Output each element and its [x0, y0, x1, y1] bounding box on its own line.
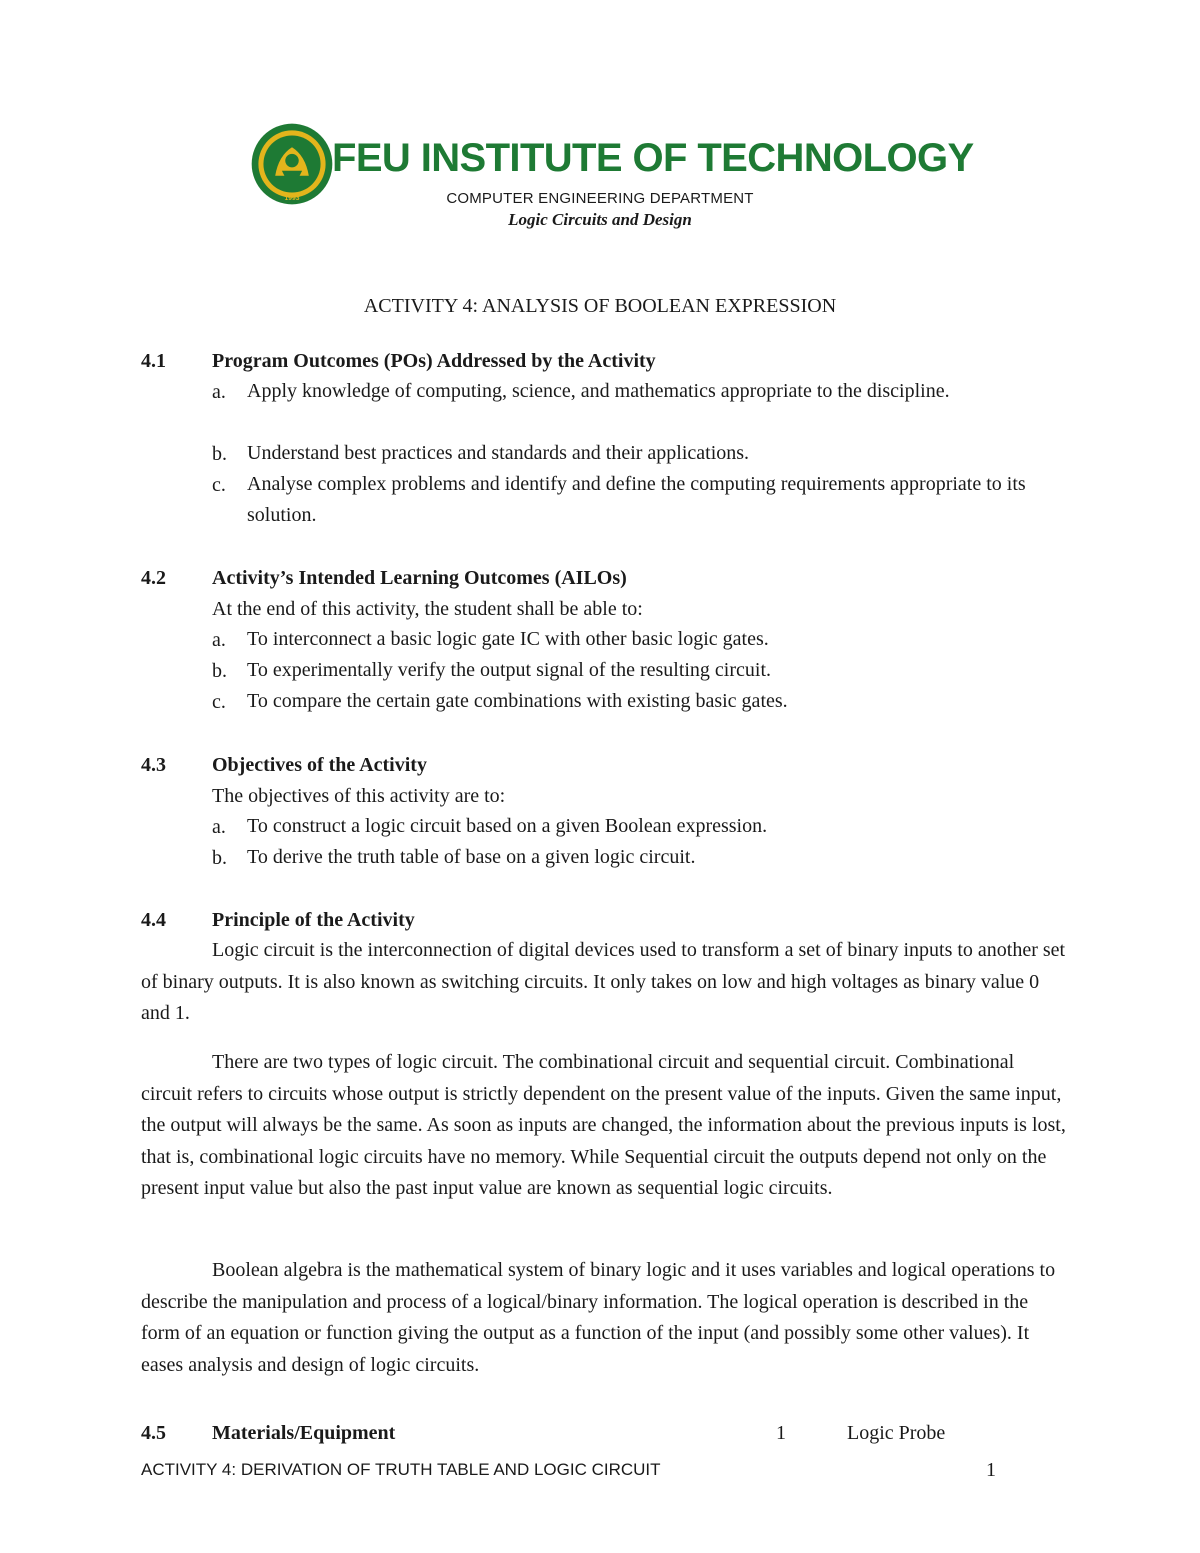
list-item: To interconnect a basic logic gate IC with other basic logic gates.	[247, 628, 769, 650]
section-heading: Activity’s Intended Learning Outcomes (AILOs)	[212, 567, 627, 589]
list-marker: a.	[212, 816, 226, 838]
department-name: COMPUTER ENGINEERING DEPARTMENT	[446, 190, 754, 207]
list-item: To derive the truth table of base on a given logic circuit.	[247, 846, 696, 868]
section-number: 4.2	[141, 567, 166, 589]
list-item: To experimentally verify the output signal of the resulting circuit.	[247, 659, 772, 681]
page-title: ACTIVITY 4: ANALYSIS OF BOOLEAN EXPRESSION	[363, 295, 837, 317]
paragraph: Boolean algebra is the mathematical system of binary logic and it uses variables and logical operations to describe the manipulation and process of a logical/binary information. The logical operation is described in the form of an equation or function giving the output as a function of the input (and possibly some other values). It eases analysis and design of logic circuits.	[141, 1259, 1056, 1376]
section-number: 4.4	[141, 909, 166, 931]
seal-year: 1993	[284, 195, 300, 203]
organization-name: FEU INSTITUTE OF TECHNOLOGY	[332, 136, 974, 180]
paragraph: Logic circuit is the interconnection of digital devices used to transform a set of binary inputs to another set of binary outputs. It is also known as switching circuits. It only takes on low and high voltages as binary value 0 and 1.	[141, 939, 1066, 1024]
list-marker: a.	[212, 381, 226, 403]
material-name: Logic Probe	[847, 1422, 946, 1444]
page-number: 1	[986, 1459, 996, 1481]
list-marker: b.	[212, 847, 227, 869]
section-intro: The objectives of this activity are to:	[212, 785, 506, 807]
paragraph: There are two types of logic circuit. The combinational circuit and sequential circuit. Combinational circuit refers to circuits whose output is strictly dependent on the present value of the inputs. Given the same input, the output will always be the same. As soon as inputs are changed, the information about the previous inputs is lost, that is, combinational logic circuits have no memory. While Sequential circuit the outputs depend not only on the present input value but also the past input value are known as sequential logic circuits.	[141, 1051, 1066, 1199]
section-intro: At the end of this activity, the student shall be able to:	[212, 598, 643, 620]
list-item: To construct a logic circuit based on a given Boolean expression.	[247, 815, 768, 837]
section-heading: Materials/Equipment	[212, 1422, 396, 1444]
list-item: To compare the certain gate combinations with existing basic gates.	[247, 690, 788, 712]
section-heading: Program Outcomes (POs) Addressed by the Activity	[212, 350, 656, 372]
list-marker: c.	[212, 474, 226, 496]
list-marker: b.	[212, 443, 227, 465]
list-item: Analyse complex problems and identify and define the computing requirements appropriate to its solution.	[247, 473, 1026, 526]
section-heading: Principle of the Activity	[212, 909, 415, 931]
list-marker: c.	[212, 691, 226, 713]
section-number: 4.3	[141, 754, 166, 776]
section-number: 4.1	[141, 350, 166, 372]
list-marker: a.	[212, 629, 226, 651]
material-quantity: 1	[776, 1422, 786, 1444]
section-number: 4.5	[141, 1422, 166, 1444]
list-item: Apply knowledge of computing, science, and mathematics appropriate to the discipline.	[247, 380, 950, 402]
list-marker: b.	[212, 660, 227, 682]
list-item: Understand best practices and standards and their applications.	[247, 442, 750, 464]
course-name: Logic Circuits and Design	[508, 210, 692, 229]
footer-title: ACTIVITY 4: DERIVATION OF TRUTH TABLE AND LOGIC CIRCUIT	[141, 1460, 661, 1479]
section-heading: Objectives of the Activity	[212, 754, 427, 776]
